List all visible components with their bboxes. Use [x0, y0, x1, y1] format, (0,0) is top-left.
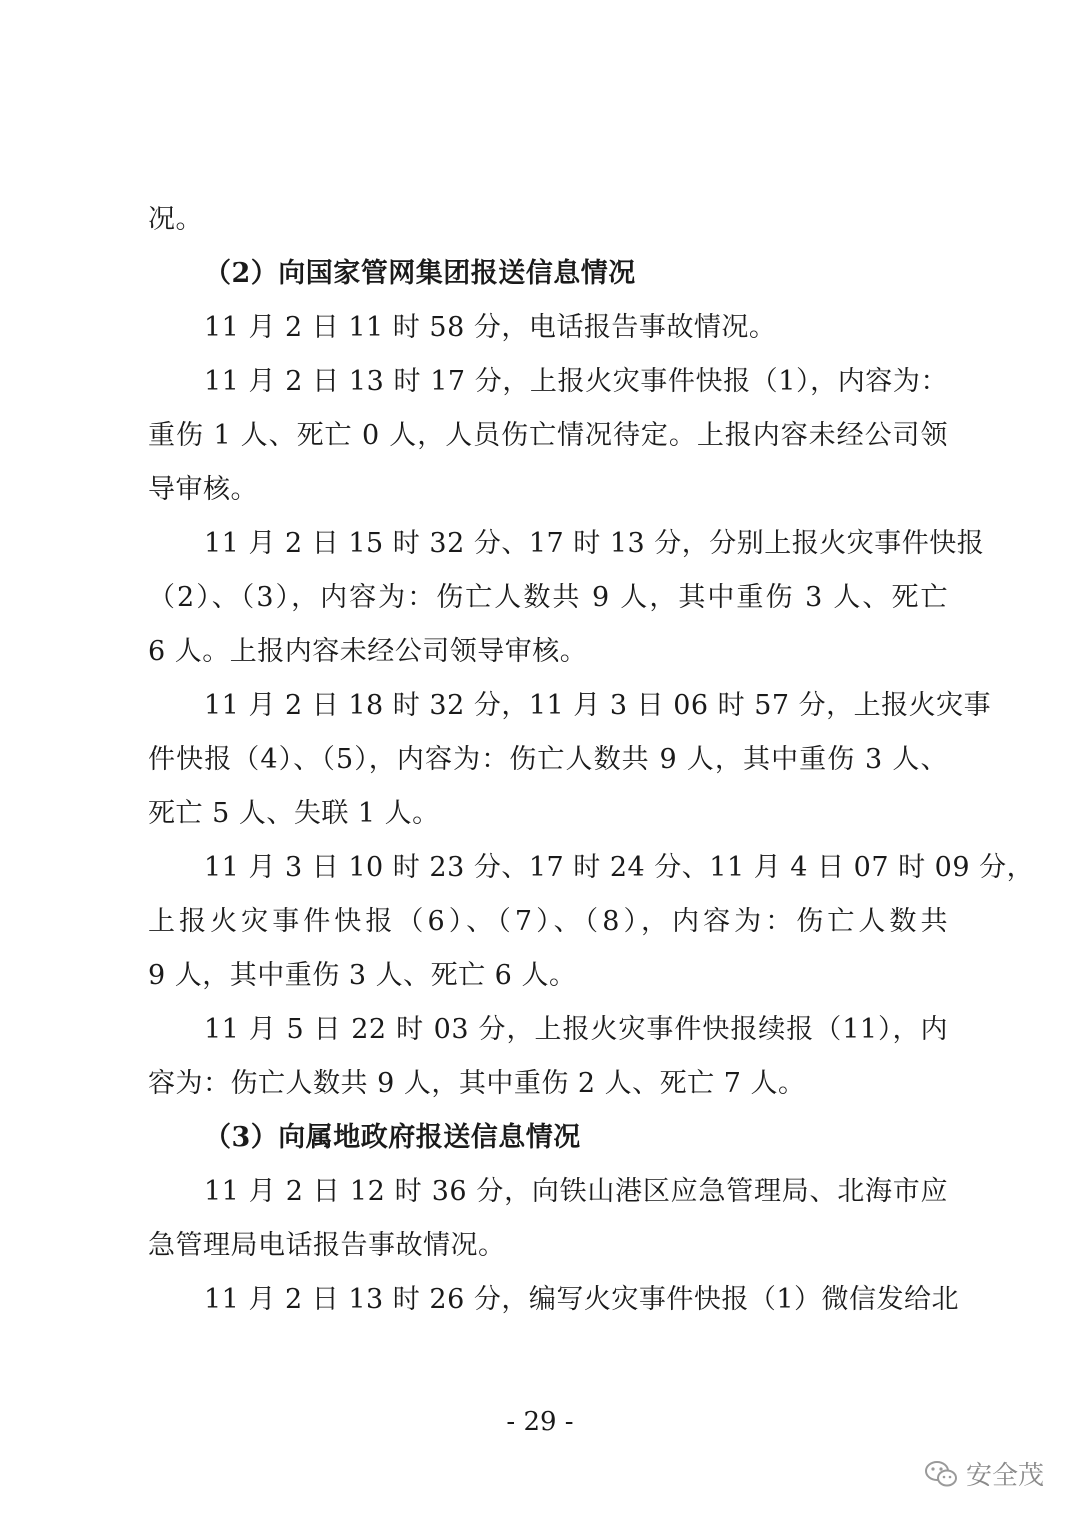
- paragraph-line: 重伤 1 人、死亡 0 人，人员伤亡情况待定。上报内容未经公司领: [148, 420, 948, 451]
- paragraph-line: 11 月 2 日 18 时 32 分，11 月 3 日 06 时 57 分，上报火灾事: [204, 690, 992, 721]
- paragraph-line: 11 月 3 日 10 时 23 分、17 时 24 分、11 月 4 日 07 时 09 分，: [204, 852, 1035, 883]
- paragraph-line: 上报火灾事件快报（6）、（7）、（8），内容为：伤亡人数共: [148, 906, 948, 937]
- paragraph-line: 死亡 5 人、失联 1 人。: [148, 798, 440, 829]
- watermark-text: 安全茂: [965, 1461, 1044, 1491]
- paragraph-line: 6 人。上报内容未经公司领导审核。: [148, 636, 588, 667]
- paragraph-line: 11 月 2 日 11 时 58 分，电话报告事故情况。: [204, 312, 777, 343]
- paragraph-line: 11 月 2 日 13 时 17 分，上报火灾事件快报（1），内容为：: [204, 366, 948, 397]
- paragraph-line: 11 月 2 日 12 时 36 分，向铁山港区应急管理局、北海市应: [204, 1176, 948, 1207]
- paragraph-line: 11 月 2 日 13 时 26 分，编写火灾事件快报（1）微信发给北: [204, 1284, 960, 1315]
- paragraph-line: 11 月 2 日 15 时 32 分、17 时 13 分，分别上报火灾事件快报: [204, 528, 985, 559]
- paragraph-line: 件快报（4）、（5），内容为：伤亡人数共 9 人，其中重伤 3 人、: [148, 744, 948, 775]
- paragraph-line: 导审核。: [148, 474, 258, 505]
- paragraph-line: 11 月 5 日 22 时 03 分，上报火灾事件快报续报（11），内: [204, 1014, 948, 1045]
- page-number: - 29 -: [506, 1407, 574, 1437]
- paragraph-line: 况。: [148, 204, 203, 235]
- paragraph-line: （2）、（3），内容为：伤亡人数共 9 人，其中重伤 3 人、死亡: [148, 582, 948, 613]
- section-heading: （2）向国家管网集团报送信息情况: [204, 258, 636, 289]
- section-heading: （3）向属地政府报送信息情况: [204, 1122, 581, 1153]
- paragraph-line: 容为：伤亡人数共 9 人，其中重伤 2 人、死亡 7 人。: [148, 1068, 806, 1099]
- wechat-icon: [924, 1459, 958, 1489]
- paragraph-line: 急管理局电话报告事故情况。: [148, 1230, 506, 1261]
- paragraph-line: 9 人，其中重伤 3 人、死亡 6 人。: [148, 960, 577, 991]
- watermark: [924, 1455, 1044, 1492]
